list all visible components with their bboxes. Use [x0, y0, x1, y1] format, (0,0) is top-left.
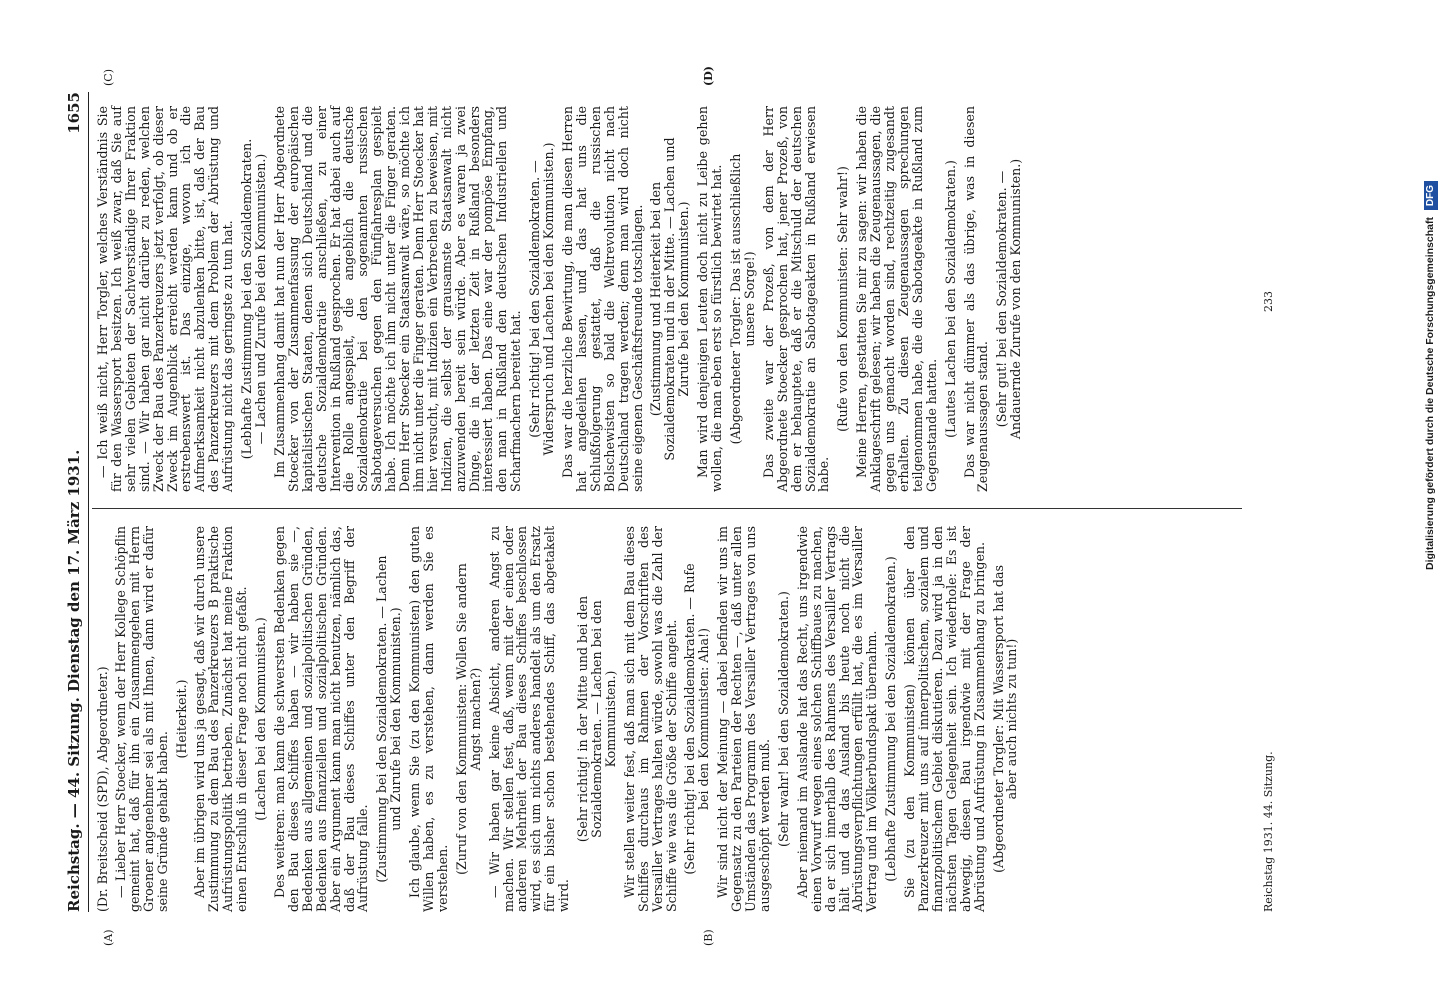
interjection: (Sehr richtig! bei den Sozialdemokraten. — Rufe bei den Kommunisten: Aha!) — [682, 563, 712, 875]
paragraph: Aber niemand im Auslande hat das Recht, uns irgendwie einen Vorwurf wegen eines solchen Schiffbaues zu machen, da er sich innerhalb des Rahmens des Versailler Vertrags hält und da das Ausland bis heute noch nicht die Abrüstungsverpflichtungen erfüllt hat, die es im Versailler Vertrag und im Völkerbundspakt übernahm. — [794, 526, 880, 912]
paragraph: Sie (zu den Kommunisten) können über den Panzerkreuzer mit uns auf innerpolitischem, sozialem und finanzpolitischem Gebiet diskutieren. Dazu wird ja in den nächsten Tagen Gelegenheit sein. Ich wiederhole: Es ist abwegig, diesen Bau irgendwie mit der Frage der Abrüstung und Aufrüstung in Zusammenhang zu bringen. — [902, 526, 987, 912]
paragraph: — Lieber Herr Stoecker, wenn der Herr Kollege Schöpflin gemeint hat, daß für ihn ein Zusammengehen mit Herrn Groener angenehmer sei als mit Ihnen, dann wird er dafür seine Gründe gehabt haben. — [112, 526, 170, 912]
interjection: (Zustimmung bei den Sozialdemokraten. — Lachen und Zurufe bei den Kommunisten.) — [374, 555, 404, 883]
margin-marker-a: (A) — [102, 929, 115, 946]
interjection: (Zuruf von den Kommunisten: Wollen Sie andern Angst machen?) — [453, 563, 483, 875]
paragraph: Wir sind nicht der Meinung — dabei befinden wir uns im Gegensatz zu den Parteien der Rechten —, daß unter allen Umständen das Programm des Versailler Vertrages von uns ausgeschöpft werden muß. — [715, 526, 772, 912]
paragraph: Das war nicht dümmer als das übrige, was in diesen Zeugenaussagen stand. — [961, 106, 991, 492]
interjection: (Lautes Lachen bei den Sozialdemokraten.) — [942, 160, 958, 438]
interjection: (Sehr richtig! bei den Sozialdemokraten. — Widerspruch und Lachen bei den Kommunisten.) — [527, 142, 557, 456]
paragraph: Im Zusammenhang damit hat nun der Herr Abgeordnete Stoecker von der Zusammenfassung der europäischen kapitalistischen Staaten, denen sich Deutschland und die deutsche Sozialdemokratie anschließen, zu einer Intervention in Rußland gesprochen. Er hat dabei auch auf die Rolle angespielt, die angeblich die deutsche Sozialdemokratie bei den sogenannten russischen Sabotageversuchen gegen den Fünfjahresplan gespielt habe. Ich möchte ich ihm nicht unter die Finger geraten. Denn Herr Stoecker ein Staatsanwalt wäre, so möchte ich ihm nicht unter die Finger geraten. Denn Herr Stoecker hat hier versucht, mit Indizien ein Verbrechen zu beweisen, mit Indizien, die selbst der grausamste Staatsanwalt nicht anzuwenden bereit sein würde. Aber es waren ja zwei Dinge, die in der letzten Zeit in Rußland besonders interessiert haben. Das eine war der pompöse Empfang, den man in Rußland den deutschen Industriellen und Scharfmachern bereitet hat. — [271, 106, 524, 492]
left-column — [96, 526, 1256, 912]
paragraph: Das war die herzliche Bewirtung, die man diesen Herren hat angedeihen lassen, und das hat uns die Schlußfolgerung gestattet, daß die russischen Bolschewisten so bald die Weltrevolution nicht nach Deutschland tragen werden; denn man wird doch nicht seine eigenen Geschäftsfreunde totschlagen. — [560, 106, 645, 492]
paragraph: (Dr. Breitscheid (SPD), Abgeordneter.) — [95, 666, 110, 912]
paragraph: Ich glaube, wenn Sie (zu den Kommunisten) den guten Willen haben, es zu verstehen, dann werden Sie es verstehen. — [407, 526, 450, 912]
paragraph: Meine Herren, gestatten Sie mir zu sagen: wir haben die Anklageschrift gelesen; wir haben die Zeugenaussagen, die gegen uns gemacht worden sind, rechtzeitig zugesandt erhalten. Zu diesen Zeugenaussagen sprechungen teilgenommen habe, die die Sabotageakte in Rußland zum Gegenstande hatten. — [854, 106, 939, 492]
funding-text: Digitalisierung gefördert durch die Deutsche Forschungsgemeinschaft — [1424, 217, 1436, 570]
margin-marker-b: (B) — [702, 929, 715, 946]
interjection: (Abgeordneter Torgler: Mit Wassersport hat das aber auch nichts zu tun!) — [990, 565, 1020, 873]
page-number: 1655 — [65, 92, 83, 134]
column-divider — [92, 508, 1242, 509]
interjection: (Heiterkeit.) — [173, 679, 189, 759]
margin-marker-c: (C) — [102, 69, 115, 86]
paragraph: Des weiteren: man kann die schwersten Bedenken gegen den Bau dieses Schiffes haben — wir haben sie —, Bedenken aus allgemeinen und sozialpolitischen Gründen, Bedenken aus finanziellen und sozialpolitischen Gründen. Aber ein Argument kann man nicht benutzen, nämlich das, daß der Bau dieses Schiffes unter den Begriff der Aufrüstung falle. — [271, 526, 371, 912]
interjection: (Abgeordneter Torgler: Das ist ausschließlich unsere Sorge!) — [727, 153, 757, 445]
paragraph: Aber im übrigen wird uns ja gesagt, daß wir durch unsere Zustimmung zu dem Bau des Panzerkreuzers B praktische Aufrüstungspolitik betrieben. Zunächst hat meine Fraktion einen Entschluß in dieser Frage noch nicht gefaßt. — [192, 526, 250, 912]
dfg-logo: DFG — [1424, 181, 1438, 210]
paragraph: — Ich weiß nicht, Herr Torgler, welches Verständnis Sie für den Wassersport besitzen. Ich weiß zwar, daß Sie auf sehr vielen Gebieten der Sachverständige Ihrer Fraktion sind. — Wir haben gar nicht darüber zu reden, welchen Zweck der Bau des Panzerkreuzers jetzt verfolgt, ob dieser Zweck im Augenblick erreicht werden kann und ob er erstrebenswert ist. Das einzige, wovon ich die Aufmerksamkeit nicht abzulenken bitte, ist, daß der Bau des Panzerkreuzers mit dem Problem der Abrüstung und Aufrüstung nicht das geringste zu tun hat. — [95, 106, 236, 492]
paragraph: Wir stellen weiter fest, daß man sich mit dem Bau dieses Schiffes durchaus im Rahmen der Vorschriften des Versailler Vertrages halten würde, sowohl was die Zahl der Schiffe wie was die Größe der Schiffe angeht. — [621, 526, 679, 912]
funding-note — [1417, 10, 1439, 570]
interjection: (Lachen bei den Kommunisten.) — [253, 617, 269, 821]
interjection: (Zustimmung und Heiterkeit bei den Sozialdemokraten und in der Mitte. — Lachen und Zurufe bei den Kommunisten.) — [648, 137, 692, 461]
right-column — [96, 106, 1256, 492]
page-footer: Reichstag 1931. 44. Sitzung. — [1262, 751, 1275, 912]
paragraph: Man wird denjenigen Leuten doch nicht zu Leibe gehen wollen, die man eben erst so fürstlich bewirtet hat. — [695, 106, 725, 492]
signature-code: 233 — [1262, 291, 1275, 312]
margin-marker-d: (D) — [702, 66, 715, 86]
interjection: (Sehr wahr! bei den Sozialdemokraten.) — [775, 591, 791, 847]
page-header — [62, 92, 89, 912]
interjection: (Lebhafte Zustimmung bei den Sozialdemokraten.) — [883, 556, 899, 882]
paragraph: Das zweite war der Prozeß, von dem der Herr Abgeordnete Stoecker gesprochen hat, jener Prozeß, von dem er behauptete, daß er die Mitschuld der deutschen Sozialdemokratie an Sabotageakten in Rußland erwiesen habe. — [760, 106, 832, 492]
paragraph: — Wir haben gar keine Absicht, anderen Angst zu machen. Wir stellen fest, daß, wenn mit der einen oder anderen Mehrheit der Bau dieses Schiffes beschlossen wird, es sich um nichts anderes handelt als um den Ersatz für ein bisher schon bestehendes Schiff, das abgetakelt wird. — [486, 526, 572, 912]
interjection: (Sehr gut! bei den Sozialdemokraten. — Andauernde Zurufe von den Kommunisten.) — [994, 158, 1024, 440]
interjection: (Sehr richtig! in der Mitte und bei den Sozialdemokraten. — Lachen bei den Kommunisten.) — [575, 595, 618, 843]
interjection: (Rufe von den Kommunisten: Sehr wahr!) — [835, 166, 851, 432]
rotated-page — [62, 66, 1302, 946]
header-title: Reichstag. — 44. Sitzung. Dienstag den 17. März 1931. — [65, 449, 83, 912]
interjection: (Lebhafte Zustimmung bei den Sozialdemokraten. — Lachen und Zurufe bei den Kommunisten.) — [239, 138, 268, 460]
